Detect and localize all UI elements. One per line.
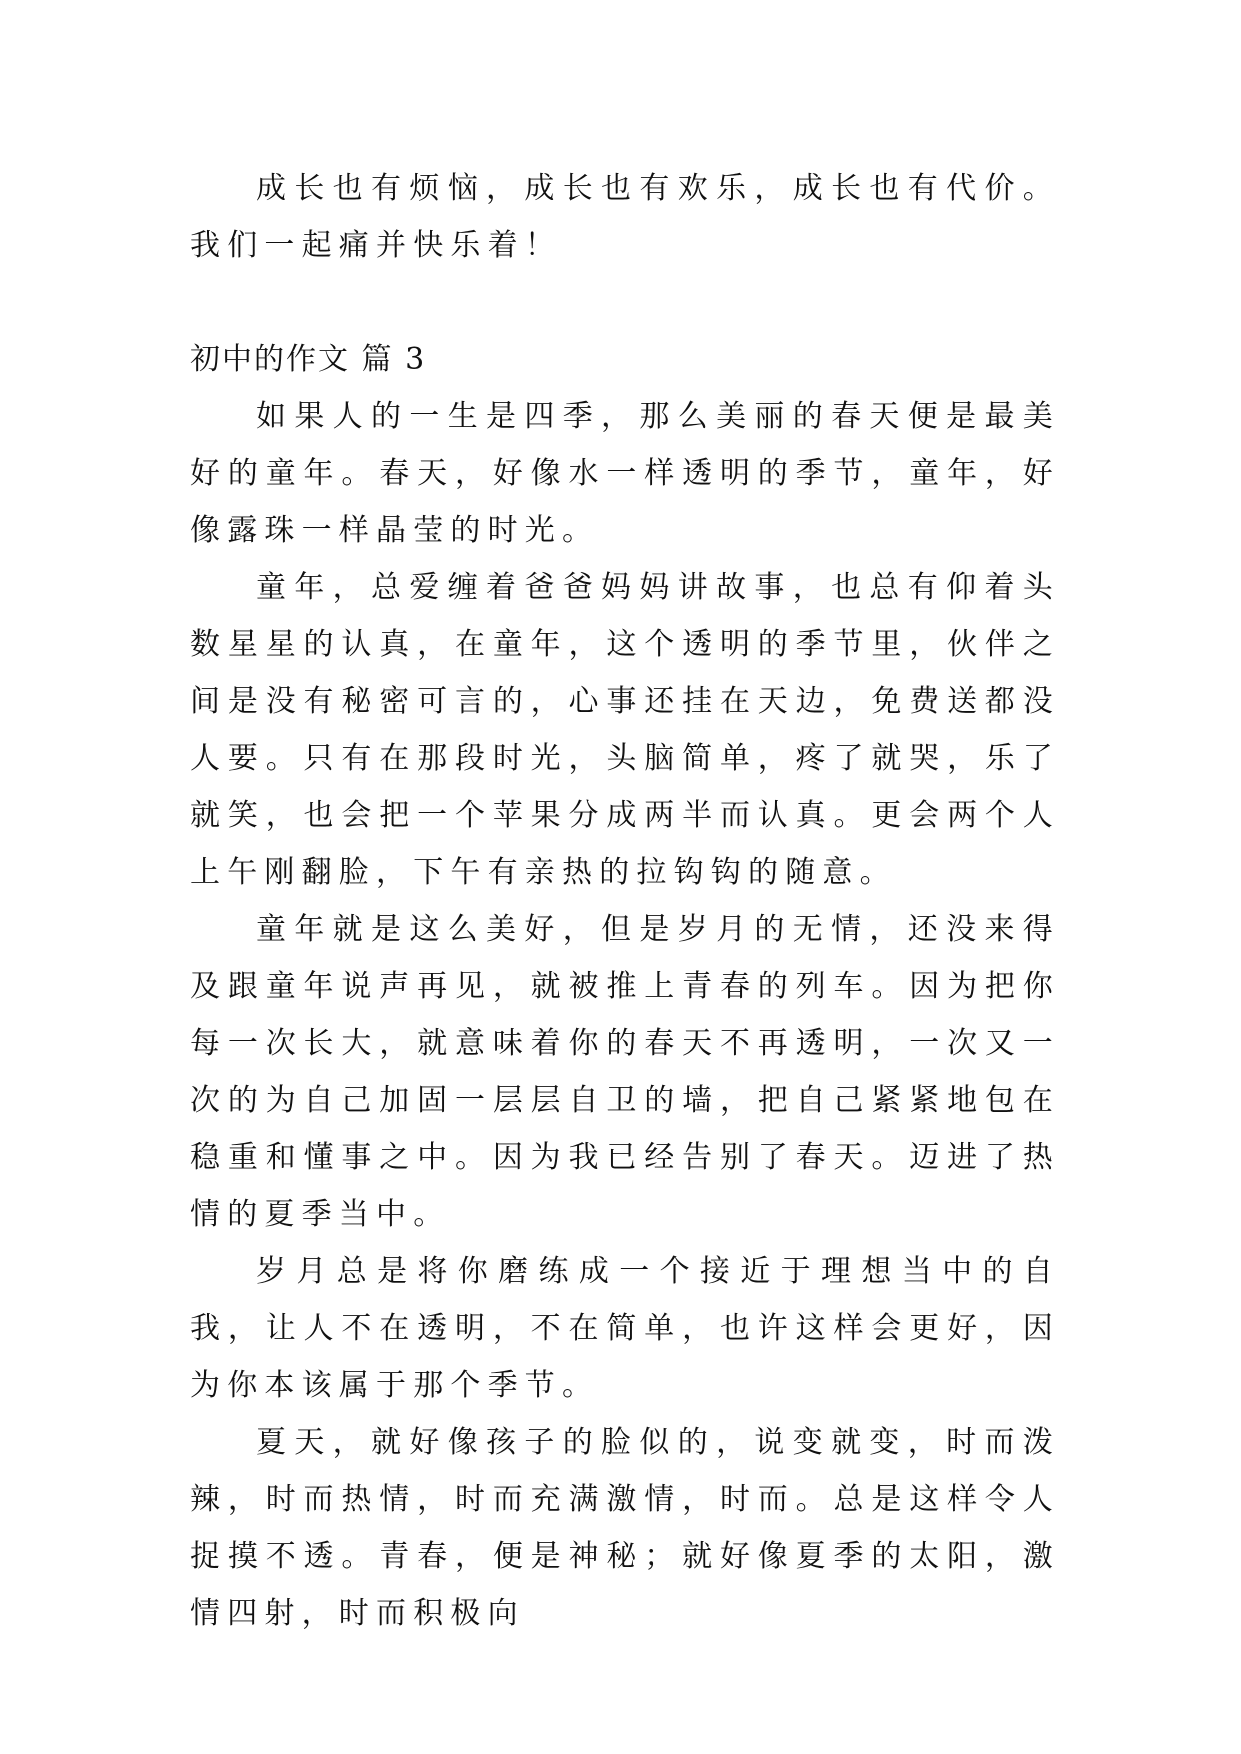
intro-paragraph: 成长也有烦恼，成长也有欢乐，成长也有代价。我们一起痛并快乐着！ — [190, 171, 1060, 263]
paragraph-3: 童年就是这么美好，但是岁月的无情，还没来得及跟童年说声再见，就被推上青春的列车。因为把你每一次长大，就意味着你的春天不再透明，一次又一次的为自己加固一层层自卫的墙，把自己紧紧地包在稳重和懂事之中。因为我已经告别了春天。迈进了热情的夏季当中。 — [190, 912, 1060, 1232]
paragraph-5: 夏天，就好像孩子的脸似的，说变就变，时而泼辣，时而热情，时而充满激情，时而。总是这样令人捉摸不透。青春，便是神秘；就好像夏季的太阳，激情四射，时而积极向 — [190, 1425, 1060, 1631]
text-column — [190, 160, 1060, 1642]
paragraph-1: 如果人的一生是四季，那么美丽的春天便是最美好的童年。春天，好像水一样透明的季节，童年，好像露珠一样晶莹的时光。 — [190, 399, 1060, 548]
paragraph-2: 童年，总爱缠着爸爸妈妈讲故事，也总有仰着头数星星的认真，在童年，这个透明的季节里，伙伴之间是没有秘密可言的，心事还挂在天边，免费送都没人要。只有在那段时光，头脑简单，疼了就哭，乐了就笑，也会把一个苹果分成两半而认真。更会两个人上午刚翻脸，下午有亲热的拉钩钩的随意。 — [190, 570, 1060, 890]
section-heading: 初中的作文 篇 3 — [190, 342, 427, 377]
paragraph-4: 岁月总是将你磨练成一个接近于理想当中的自我，让人不在透明，不在简单，也许这样会更好，因为你本该属于那个季节。 — [190, 1254, 1060, 1403]
